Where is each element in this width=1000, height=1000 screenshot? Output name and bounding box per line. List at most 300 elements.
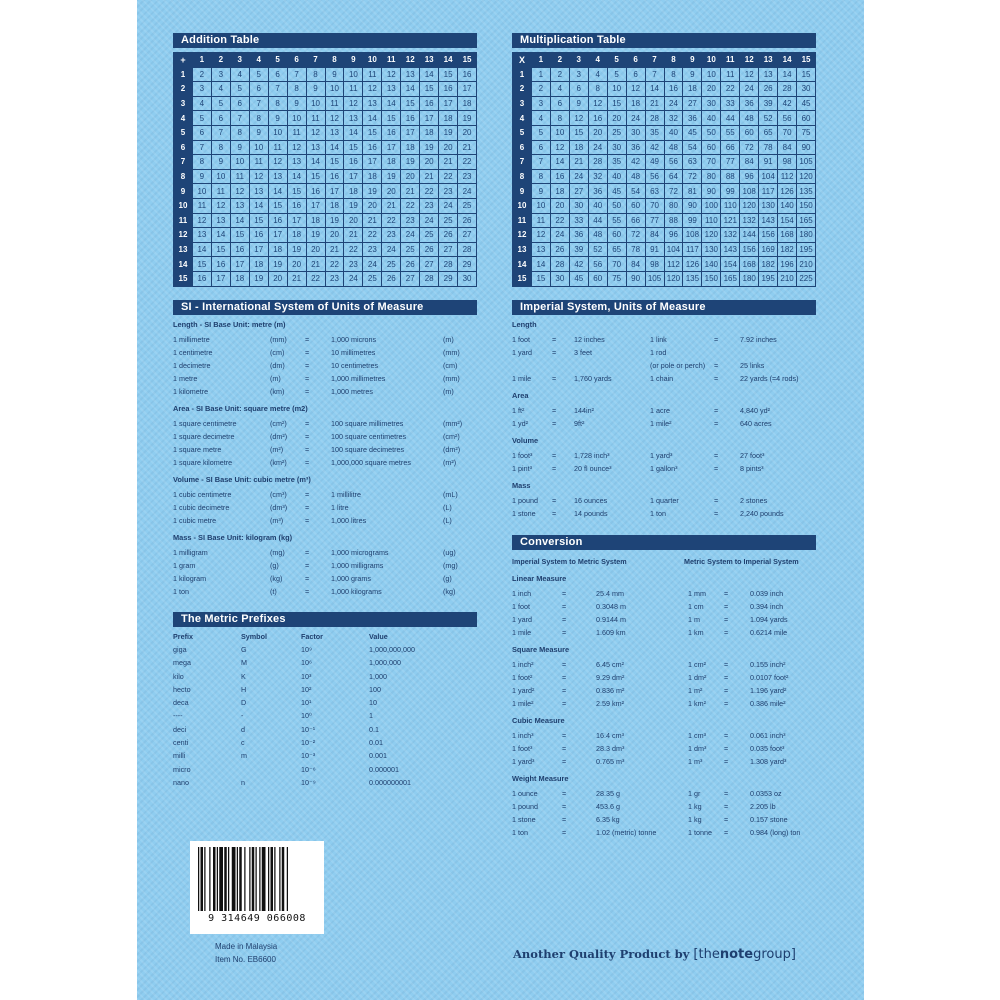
prefix-row [173, 723, 477, 736]
unit-cell: (m) [270, 374, 281, 383]
table-cell: 6 [230, 96, 249, 111]
unit-row [173, 501, 477, 514]
unit-cell: = [562, 757, 567, 766]
table-cell: 13 [211, 213, 230, 228]
table-cell: 40 [588, 198, 607, 213]
table-cell: 23 [363, 242, 382, 257]
table-cell: 10 [268, 125, 287, 140]
unit-cell: 1 quarter [650, 496, 679, 505]
table-cell: 48 [740, 111, 759, 126]
table-cell: 20 [550, 198, 569, 213]
table-row [174, 125, 477, 140]
unit-cell: 0.039 inch [750, 589, 784, 598]
unit-cell: = [724, 789, 729, 798]
table-cell: 99 [683, 213, 702, 228]
unit-cell: = [305, 387, 310, 396]
table-cell: 16 [306, 184, 325, 199]
table-cell: 98 [778, 155, 797, 170]
column-header: 1 [192, 53, 211, 68]
table-cell: 9 [569, 96, 588, 111]
table-cell: 21 [325, 242, 344, 257]
unit-cell: 1 mm [688, 589, 706, 598]
table-cell: 23 [439, 184, 458, 199]
prefix-row [173, 736, 477, 749]
prefix-cell: K [241, 671, 246, 681]
row-header: 3 [174, 96, 193, 111]
table-cell: 225 [797, 271, 816, 286]
table-cell: 120 [702, 228, 721, 243]
column-header: 12 [740, 53, 759, 68]
table-row [513, 125, 816, 140]
unit-cell: = [562, 602, 567, 611]
table-cell: 195 [759, 271, 778, 286]
unit-cell: 2,240 pounds [740, 509, 784, 518]
table-row [174, 257, 477, 272]
table-cell: 17 [287, 213, 306, 228]
prefix-cell: 10⁻⁶ [301, 764, 316, 774]
row-header: 10 [513, 198, 532, 213]
table-cell: 24 [550, 228, 569, 243]
row-header: 9 [513, 184, 532, 199]
operator-cell: + [174, 53, 193, 68]
table-cell: 15 [401, 96, 420, 111]
unit-cell: 0.9144 m [596, 615, 626, 624]
table-cell: 40 [702, 111, 721, 126]
unit-cell: 1 acre [650, 406, 670, 415]
unit-cell: (dm³) [270, 503, 288, 512]
unit-row [512, 494, 816, 507]
unit-cell: = [714, 361, 719, 370]
table-cell: 40 [607, 169, 626, 184]
table-cell: 60 [797, 111, 816, 126]
unit-cell: 1,000 litres [331, 516, 367, 525]
unit-cell: 1 pound [512, 802, 538, 811]
table-cell: 15 [306, 169, 325, 184]
prefix-cell: 10¹ [301, 698, 312, 708]
table-cell: 15 [249, 213, 268, 228]
table-cell: 22 [550, 213, 569, 228]
unit-row [173, 585, 477, 598]
unit-cell: = [552, 464, 557, 473]
unit-cell: (cm²) [443, 432, 460, 441]
table-cell: 18 [401, 140, 420, 155]
unit-cell: (kg) [270, 574, 283, 583]
unit-row [512, 587, 816, 600]
table-cell: 15 [287, 184, 306, 199]
made-in-label: Made in Malaysia [215, 942, 278, 951]
table-cell: 19 [287, 242, 306, 257]
table-cell: 26 [550, 242, 569, 257]
table-cell: 16 [588, 111, 607, 126]
table-cell: 130 [759, 198, 778, 213]
unit-cell: 27 foot³ [740, 451, 765, 460]
barcode-number: 9 314649 066008 [208, 913, 306, 924]
unit-cell: 1 cm³ [688, 731, 706, 740]
prefix-cell: 10⁶ [301, 658, 312, 668]
table-cell: 13 [401, 67, 420, 82]
column-header: 5 [607, 53, 626, 68]
table-cell: 12 [344, 96, 363, 111]
table-cell: 104 [664, 242, 683, 257]
unit-cell: = [562, 628, 567, 637]
metric-prefixes-header: The Metric Prefixes [173, 612, 477, 627]
table-cell: 182 [759, 257, 778, 272]
table-cell: 17 [439, 96, 458, 111]
table-cell: 28 [439, 257, 458, 272]
table-cell: 14 [287, 169, 306, 184]
table-cell: 110 [702, 213, 721, 228]
unit-cell: 0.6214 mile [750, 628, 788, 637]
prefix-cell: - [241, 711, 244, 721]
unit-cell: 1 mile² [512, 699, 534, 708]
table-cell: 23 [382, 228, 401, 243]
table-cell: 70 [702, 155, 721, 170]
table-cell: 12 [249, 169, 268, 184]
table-cell: 17 [306, 198, 325, 213]
unit-cell: 6.35 kg [596, 815, 620, 824]
table-cell: 14 [230, 213, 249, 228]
table-cell: 45 [569, 271, 588, 286]
table-cell: 180 [740, 271, 759, 286]
table-cell: 19 [363, 184, 382, 199]
unit-cell: = [552, 406, 557, 415]
table-cell: 19 [249, 271, 268, 286]
row-header: 5 [513, 125, 532, 140]
unit-cell: = [724, 828, 729, 837]
table-cell: 20 [363, 198, 382, 213]
row-header: 1 [174, 67, 193, 82]
unit-cell: = [714, 419, 719, 428]
table-cell: 42 [569, 257, 588, 272]
row-header: 5 [174, 125, 193, 140]
barcode-bar [249, 847, 250, 911]
table-cell: 19 [458, 111, 477, 126]
table-cell: 88 [664, 213, 683, 228]
table-cell: 33 [569, 213, 588, 228]
table-cell: 22 [439, 169, 458, 184]
section-subheading: Volume - SI Base Unit: cubic metre (m³) [173, 475, 311, 484]
prefix-cell: m [241, 751, 247, 761]
unit-cell: 1 yard³ [650, 451, 673, 460]
table-cell: 33 [721, 96, 740, 111]
unit-cell: 1 inch [512, 589, 532, 598]
table-cell: 12 [569, 111, 588, 126]
table-cell: 36 [588, 184, 607, 199]
unit-row [512, 462, 816, 475]
unit-cell: 28.35 g [596, 789, 620, 798]
table-cell: 8 [306, 67, 325, 82]
table-row [513, 228, 816, 243]
barcode-bars-graphic [198, 847, 316, 911]
table-cell: 130 [702, 242, 721, 257]
unit-cell: 0.765 m³ [596, 757, 625, 766]
table-cell: 26 [401, 257, 420, 272]
unit-cell: 10 millimetres [331, 348, 376, 357]
column-header: 5 [268, 53, 287, 68]
table-cell: 27 [458, 228, 477, 243]
unit-cell: (m²) [443, 458, 457, 467]
unit-row [173, 417, 477, 430]
unit-cell: 1 yd² [512, 419, 528, 428]
unit-cell: 1 square centimetre [173, 419, 237, 428]
unit-cell: = [305, 419, 310, 428]
unit-cell: = [305, 432, 310, 441]
prefix-cell: micro [173, 764, 191, 774]
table-cell: 6 [249, 82, 268, 97]
table-cell: 75 [607, 271, 626, 286]
unit-cell: (km²) [270, 458, 287, 467]
table-cell: 14 [382, 96, 401, 111]
table-cell: 120 [797, 169, 816, 184]
table-cell: 20 [439, 140, 458, 155]
unit-cell: = [552, 509, 557, 518]
unit-cell: = [724, 699, 729, 708]
unit-cell: 1,000 micrograms [331, 548, 389, 557]
barcode-bar [252, 847, 255, 911]
table-cell: 72 [626, 228, 645, 243]
table-cell: 32 [664, 111, 683, 126]
unit-cell: (mm) [443, 374, 460, 383]
table-cell: 18 [325, 198, 344, 213]
column-header: 10 [363, 53, 382, 68]
brand-tagline [513, 947, 796, 962]
table-cell: 44 [721, 111, 740, 126]
row-header: 14 [174, 257, 193, 272]
unit-cell: = [562, 828, 567, 837]
table-cell: 21 [287, 271, 306, 286]
table-cell: 16 [420, 96, 439, 111]
prefix-cell: D [241, 698, 247, 708]
unit-cell: = [724, 815, 729, 824]
unit-cell: 1,000 microns [331, 335, 377, 344]
unit-cell: = [552, 451, 557, 460]
table-cell: 180 [797, 228, 816, 243]
table-cell: 14 [211, 228, 230, 243]
prefix-cell: 10⁹ [301, 645, 313, 654]
table-cell: 19 [325, 213, 344, 228]
unit-cell: (mg) [270, 548, 285, 557]
unit-cell: 22 yards (=4 rods) [740, 374, 799, 383]
addition-table [173, 52, 477, 287]
row-header: 15 [174, 271, 193, 286]
unit-cell: 0.836 m² [596, 686, 625, 695]
table-cell: 105 [645, 271, 664, 286]
unit-row [512, 507, 816, 520]
barcode-bar [259, 847, 260, 911]
table-cell: 10 [211, 169, 230, 184]
table-cell: 10 [702, 67, 721, 82]
unit-cell: 0.394 inch [750, 602, 784, 611]
unit-row [512, 613, 816, 626]
table-cell: 7 [230, 111, 249, 126]
table-cell: 24 [439, 198, 458, 213]
table-cell: 19 [268, 257, 287, 272]
table-cell: 11 [344, 82, 363, 97]
prefix-cell: 10⁻¹ [301, 724, 316, 734]
unit-cell: 1 ton [173, 587, 189, 596]
table-cell: 5 [230, 82, 249, 97]
table-cell: 10 [306, 96, 325, 111]
table-cell: 14 [550, 155, 569, 170]
unit-cell: 1 milligram [173, 548, 208, 557]
table-cell: 17 [344, 169, 363, 184]
unit-cell: 1.094 yards [750, 615, 788, 624]
unit-row [512, 755, 816, 768]
table-cell: 44 [588, 213, 607, 228]
unit-cell: 1 cm [688, 602, 704, 611]
table-cell: 54 [683, 140, 702, 155]
column-header: Symbol [241, 632, 267, 641]
table-cell: 18 [683, 82, 702, 97]
prefix-row [173, 776, 477, 789]
unit-cell: = [562, 686, 567, 695]
column-header: 11 [721, 53, 740, 68]
table-cell: 13 [230, 198, 249, 213]
table-cell: 112 [778, 169, 797, 184]
table-cell: 13 [268, 169, 287, 184]
table-cell: 132 [721, 228, 740, 243]
table-row [513, 155, 816, 170]
unit-cell: (cm³) [270, 490, 287, 499]
table-cell: 14 [645, 82, 664, 97]
prefix-cell: 1,000,000 [369, 658, 401, 668]
unit-cell: (ug) [443, 548, 456, 557]
table-cell: 84 [778, 140, 797, 155]
unit-cell: 1 ton [650, 509, 666, 518]
prefix-cell: 10³ [301, 671, 312, 681]
table-cell: 13 [531, 242, 550, 257]
table-cell: 70 [778, 125, 797, 140]
column-header: 15 [797, 53, 816, 68]
table-cell: 3 [569, 67, 588, 82]
table-cell: 165 [721, 271, 740, 286]
unit-row [173, 385, 477, 398]
conversion-header: Conversion [512, 535, 816, 550]
table-cell: 14 [268, 184, 287, 199]
table-cell: 7 [268, 82, 287, 97]
unit-cell: 1 foot [512, 335, 530, 344]
prefix-row [173, 763, 477, 776]
table-cell: 16 [458, 67, 477, 82]
table-cell: 30 [550, 271, 569, 286]
table-cell: 26 [458, 213, 477, 228]
unit-cell: 1,000 millimetres [331, 374, 386, 383]
unit-cell: 9.29 dm² [596, 673, 625, 682]
unit-cell: = [714, 374, 719, 383]
table-row [513, 140, 816, 155]
table-cell: 90 [797, 140, 816, 155]
unit-cell: 2.205 lb [750, 802, 776, 811]
unit-cell: 9ft² [574, 419, 585, 428]
unit-row [512, 658, 816, 671]
unit-cell: 1,000,000 square metres [331, 458, 411, 467]
prefix-cell: c [241, 738, 245, 748]
unit-cell: 1 dm³ [688, 744, 707, 753]
table-cell: 5 [211, 96, 230, 111]
table-row [513, 184, 816, 199]
table-cell: 12 [306, 125, 325, 140]
section-subheading: Length - SI Base Unit: metre (m) [173, 320, 286, 329]
unit-cell: = [724, 686, 729, 695]
table-cell: 66 [626, 213, 645, 228]
table-cell: 15 [382, 111, 401, 126]
unit-row [512, 813, 816, 826]
prefix-cell: centi [173, 738, 189, 748]
table-cell: 42 [626, 155, 645, 170]
table-cell: 20 [268, 271, 287, 286]
table-cell: 90 [702, 184, 721, 199]
unit-cell: 1 kilogram [173, 574, 207, 583]
table-cell: 132 [740, 213, 759, 228]
unit-cell: 0.155 inch² [750, 660, 786, 669]
table-cell: 90 [626, 271, 645, 286]
table-row [174, 213, 477, 228]
tagline-text: Another Quality Product by [513, 947, 690, 961]
table-cell: 50 [702, 125, 721, 140]
unit-cell: 1 mile [512, 374, 532, 383]
unit-cell: 25.4 mm [596, 589, 624, 598]
unit-row [173, 514, 477, 527]
column-header: 13 [759, 53, 778, 68]
table-cell: 15 [230, 228, 249, 243]
table-cell: 135 [683, 271, 702, 286]
prefix-cell: 10⁻⁹ [301, 777, 316, 787]
table-cell: 16 [664, 82, 683, 97]
unit-cell: (mm²) [443, 419, 463, 428]
table-cell: 24 [363, 257, 382, 272]
table-cell: 195 [797, 242, 816, 257]
table-cell: 14 [306, 155, 325, 170]
section-subheading: Volume [512, 436, 539, 445]
table-cell: 63 [645, 184, 664, 199]
unit-cell: = [552, 374, 557, 383]
unit-cell: = [305, 458, 310, 467]
table-cell: 19 [306, 228, 325, 243]
table-cell: 7 [249, 96, 268, 111]
unit-cell: = [305, 587, 310, 596]
table-cell: 55 [721, 125, 740, 140]
unit-cell: 1 m³ [688, 757, 703, 766]
unit-cell: = [562, 744, 567, 753]
table-cell: 66 [721, 140, 740, 155]
prefix-cell: 10⁻³ [301, 751, 316, 761]
table-cell: 16 [249, 228, 268, 243]
row-header: 13 [513, 242, 532, 257]
prefix-cell: G [241, 645, 247, 654]
table-cell: 42 [778, 96, 797, 111]
column-header: 9 [344, 53, 363, 68]
table-cell: 80 [702, 169, 721, 184]
barcode-bar [279, 847, 280, 911]
table-cell: 14 [344, 125, 363, 140]
table-cell: 15 [797, 67, 816, 82]
unit-cell: 10 centimetres [331, 361, 379, 370]
table-cell: 19 [420, 140, 439, 155]
table-cell: 63 [683, 155, 702, 170]
table-cell: 21 [645, 96, 664, 111]
column-header: 8 [325, 53, 344, 68]
unit-cell: 1 decimetre [173, 361, 211, 370]
table-cell: 75 [797, 125, 816, 140]
unit-row [173, 443, 477, 456]
table-cell: 6 [569, 82, 588, 97]
unit-cell: (dm) [270, 361, 285, 370]
barcode-bar [204, 847, 205, 911]
table-row [513, 242, 816, 257]
table-cell: 126 [778, 184, 797, 199]
unit-cell: 2.59 km² [596, 699, 624, 708]
prefix-cell: nano [173, 777, 189, 787]
